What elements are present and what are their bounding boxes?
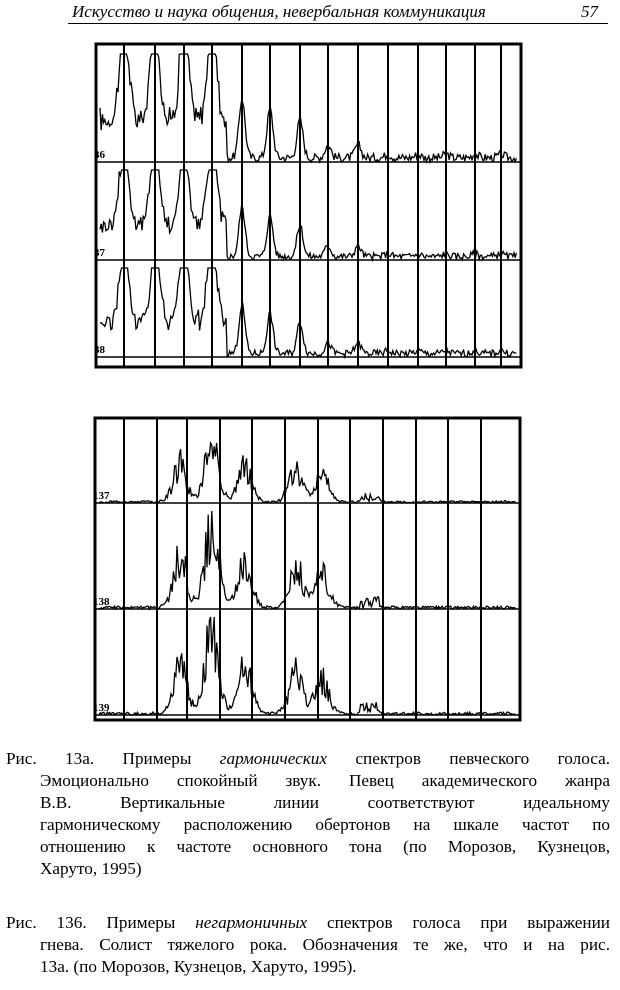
caption-italic-term: гармонических xyxy=(219,749,327,768)
trace-label: 37 xyxy=(94,247,105,259)
caption-fig-13b xyxy=(6,912,610,978)
spectrum-trace xyxy=(99,617,515,715)
caption-line: Рис. 136. Примеры негармоничных спектров голоса при выражении xyxy=(6,913,610,932)
caption-line: Харуто, 1995) xyxy=(40,859,142,878)
spectrum-trace xyxy=(100,268,516,357)
caption-line: гармоническому расположению обертонов на шкале частот по xyxy=(40,815,610,834)
caption-line: Рис. 13а. Примеры гармонических спектров певческого голоса. xyxy=(6,749,610,768)
caption-fig-13a xyxy=(6,748,610,880)
caption-line: В.В. Вертикальные линии соответствуют идеальному xyxy=(40,793,610,812)
spectrum-trace xyxy=(99,511,515,609)
caption-line: 13а. (по Морозов, Кузнецов, Харуто, 1995). xyxy=(40,957,357,976)
caption-line: гнева. Солист тяжелого рока. Обозначения те же, что и на рис. xyxy=(40,935,610,954)
figure-frame xyxy=(96,44,521,367)
caption-line: отношению к частоте основного тона (по Морозов, Кузнецов, xyxy=(40,837,610,856)
trace-label: 137 xyxy=(93,490,110,502)
caption-italic-term: негармоничных xyxy=(195,913,308,932)
trace-label: 36 xyxy=(94,149,105,161)
figure-harmonic-spectra xyxy=(0,40,620,430)
caption-line: Эмоционально спокойный звук. Певец академического жанра xyxy=(40,771,610,790)
spectrum-trace xyxy=(100,54,516,162)
figure-inharmonic-spectra xyxy=(0,410,620,740)
page-number: 57 xyxy=(581,2,598,21)
trace-label: 38 xyxy=(94,344,105,356)
figure-frame xyxy=(95,418,520,720)
trace-label: 138 xyxy=(93,596,110,608)
spectrum-trace xyxy=(100,170,516,260)
running-header xyxy=(68,2,608,24)
spectrum-trace xyxy=(99,443,515,503)
trace-label: 139 xyxy=(93,702,110,714)
running-title: Искусство и наука общения, невербальная коммуникация xyxy=(72,2,486,21)
